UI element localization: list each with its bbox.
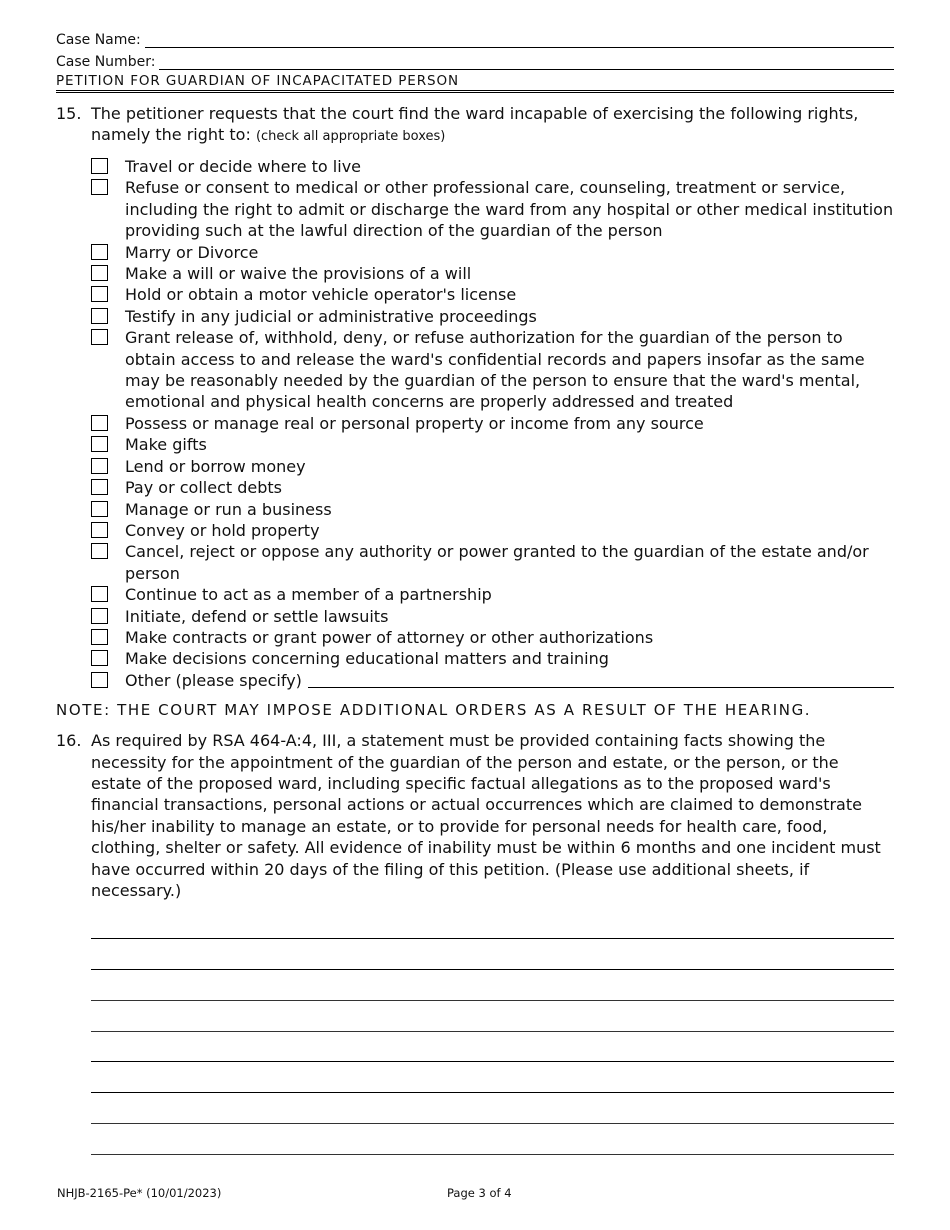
rights-checkbox[interactable] xyxy=(91,650,108,666)
rights-item xyxy=(91,477,894,498)
statement-line[interactable] xyxy=(91,939,894,970)
statement-line[interactable] xyxy=(91,970,894,1001)
statement-lines xyxy=(91,908,894,1154)
rights-checkbox[interactable] xyxy=(91,265,108,281)
rights-checkbox[interactable] xyxy=(91,586,108,602)
rights-item xyxy=(91,177,894,241)
rights-label: Pay or collect debts xyxy=(125,478,282,498)
rights-item xyxy=(91,284,894,305)
rights-label: Continue to act as a member of a partnership xyxy=(125,585,492,605)
rights-item xyxy=(91,499,894,520)
rights-label: Make a will or waive the provisions of a will xyxy=(125,264,472,284)
rights-label: Travel or decide where to live xyxy=(125,157,362,176)
statement-line[interactable] xyxy=(91,1093,894,1124)
rights-checkbox[interactable] xyxy=(91,179,108,195)
rights-item xyxy=(91,327,894,413)
rights-label: Make contracts or grant power of attorney or other authorizations xyxy=(125,627,654,647)
case-number-row xyxy=(56,48,894,70)
rights-label: Make decisions concerning educational matters and training xyxy=(125,649,609,669)
rights-checklist xyxy=(91,156,894,691)
statement-line[interactable] xyxy=(91,1032,894,1063)
rights-item xyxy=(91,520,894,541)
rights-item xyxy=(91,263,894,284)
rights-checkbox[interactable] xyxy=(91,286,108,302)
rights-label: Hold or obtain a motor vehicle operator's license xyxy=(125,285,517,305)
rights-item xyxy=(91,434,894,455)
rights-label: Marry or Divorce xyxy=(125,242,259,262)
rights-item xyxy=(91,413,894,434)
rights-item xyxy=(91,242,894,263)
rights-item xyxy=(91,156,894,177)
rights-label: Convey or hold property xyxy=(125,520,320,540)
rights-other-checkbox[interactable] xyxy=(91,672,108,688)
rights-other-field[interactable] xyxy=(308,670,894,688)
rights-checkbox[interactable] xyxy=(91,308,108,324)
statement-line[interactable] xyxy=(91,908,894,939)
statement-line[interactable] xyxy=(91,1124,894,1155)
form-title: PETITION FOR GUARDIAN OF INCAPACITATED PERSON xyxy=(56,73,894,93)
rights-label: Cancel, reject or oppose any authority or power granted to the guardian of the estate and/or person xyxy=(125,542,869,583)
rights-item xyxy=(91,306,894,327)
rights-checkbox[interactable] xyxy=(91,436,108,452)
case-name-row xyxy=(56,26,894,48)
rights-item xyxy=(91,456,894,477)
rights-other-label: Other (please specify) xyxy=(125,670,302,690)
rights-checkbox[interactable] xyxy=(91,522,108,538)
case-name-field[interactable] xyxy=(145,30,894,48)
case-number-label: Case Number: xyxy=(56,54,156,70)
rights-label: Refuse or consent to medical or other professional care, counseling, treatment or service, including the right to admit or discharge the ward from any hospital or other medical institution providing such at the lawful direction of the guardian of the person xyxy=(125,178,894,241)
rights-label: Lend or borrow money xyxy=(125,456,306,476)
item-16-number: 16. xyxy=(56,731,82,751)
rights-other-row xyxy=(91,670,894,691)
item-15-statement: The petitioner requests that the court find the ward incapable of exercising the following rights, namely the right to: xyxy=(91,104,859,144)
item-16 xyxy=(56,730,894,901)
case-number-field[interactable] xyxy=(159,52,894,70)
rights-checkbox[interactable] xyxy=(91,479,108,495)
rights-label: Make gifts xyxy=(125,435,207,455)
rights-item xyxy=(91,627,894,648)
rights-checkbox[interactable] xyxy=(91,458,108,474)
rights-checkbox[interactable] xyxy=(91,244,108,260)
item-15-hint: (check all appropriate boxes) xyxy=(255,129,446,144)
rights-label: Testify in any judicial or administrative proceedings xyxy=(125,306,537,326)
rights-label: Manage or run a business xyxy=(125,499,332,519)
rights-item xyxy=(91,606,894,627)
rights-item xyxy=(91,541,894,584)
form-id: NHJB-2165-Pe* (10/01/2023) xyxy=(57,1186,222,1200)
form-page xyxy=(56,26,894,1155)
court-note: NOTE: THE COURT MAY IMPOSE ADDITIONAL ORDERS AS A RESULT OF THE HEARING. xyxy=(56,701,812,720)
rights-label: Grant release of, withhold, deny, or refuse authorization for the guardian of the person to obtain access to and release the ward's confidential records and papers insofar as the same may be reasonably needed by the guardian of the person to ensure that the ward's mental, emotional and physical health concerns are properly addressed and treated xyxy=(125,328,865,412)
rights-checkbox[interactable] xyxy=(91,629,108,645)
statement-line[interactable] xyxy=(91,1062,894,1093)
rights-checkbox[interactable] xyxy=(91,158,108,174)
rights-checkbox[interactable] xyxy=(91,543,108,559)
case-name-label: Case Name: xyxy=(56,32,141,48)
rights-checkbox[interactable] xyxy=(91,329,108,345)
rights-label: Possess or manage real or personal property or income from any source xyxy=(125,413,704,433)
item-15-text xyxy=(91,103,894,147)
page-number: Page 3 of 4 xyxy=(447,1186,512,1200)
statement-line[interactable] xyxy=(91,1001,894,1032)
rights-checkbox[interactable] xyxy=(91,415,108,431)
rights-label: Initiate, defend or settle lawsuits xyxy=(125,606,389,626)
rights-checkbox[interactable] xyxy=(91,501,108,517)
rights-item xyxy=(91,648,894,669)
item-15 xyxy=(56,103,894,147)
item-15-number: 15. xyxy=(56,104,82,123)
rights-item xyxy=(91,584,894,605)
item-16-text: As required by RSA 464-A:4, III, a statement must be provided containing facts showing the necessity for the appointment of the guardian of the person and estate, or the person, or the estate of the proposed ward, including specific factual allegations as to the proposed ward's financial transactions, personal actions or actual occurrences which are claimed to demonstrate his/her inability to manage an estate, or to provide for personal needs for health care, food, clothing, shelter or safety. All evidence of inability must be within 6 months and one incident must have occurred within 20 days of the filing of this petition. (Please use additional sheets, if necessary.) xyxy=(91,731,881,900)
rights-checkbox[interactable] xyxy=(91,608,108,624)
